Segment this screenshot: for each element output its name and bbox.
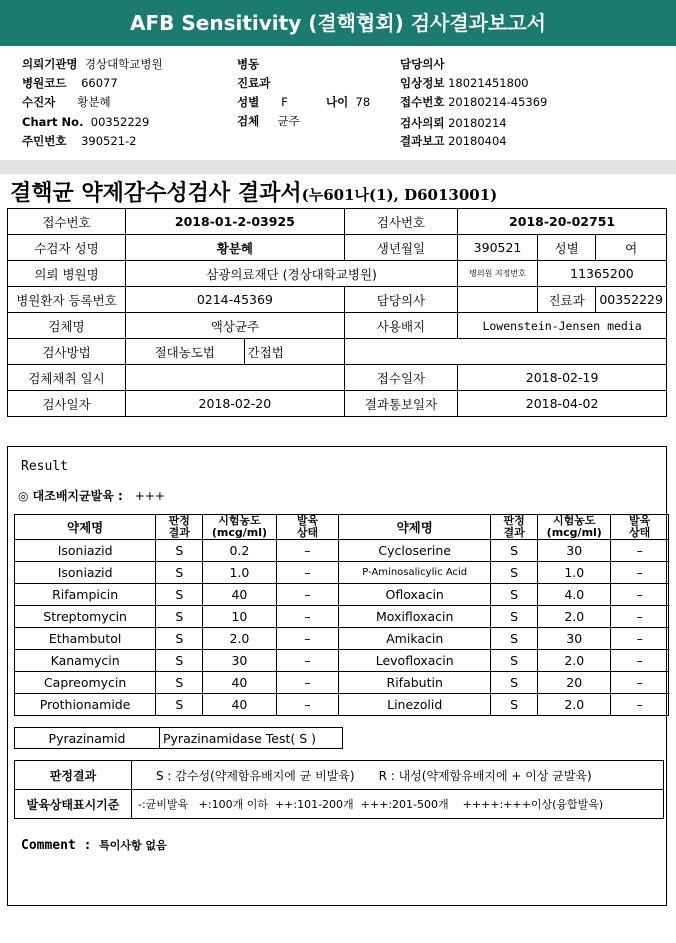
col-drug: 약제명 [339, 515, 491, 540]
col-judge: 판정 결과 [156, 515, 203, 540]
header-field: 결과보고 20180404 [400, 134, 507, 148]
receipt-no: 2018-01-2-03925 [126, 209, 345, 235]
section-divider [0, 160, 676, 174]
method-empty [344, 339, 666, 365]
receive-label: 접수일자 [344, 365, 457, 391]
notify-date: 2018-04-02 [458, 391, 667, 417]
header-field: 주민번호 390521-2 [22, 134, 137, 148]
hospital-id: 11365200 [537, 261, 666, 287]
header-field: 담당의사 [400, 57, 445, 71]
header-field: 의뢰기관명 경상대학교병원 [22, 57, 163, 71]
table-row: Kanamycin S 30 – Levofloxacin S 2.0 – [15, 650, 669, 672]
judge-legend: S : 감수성(약제함유배지에 균 비발육) R : 내성(약제함유배지에 + 이상 균발육) [132, 761, 664, 790]
patient-label: 수검자 성명 [8, 235, 126, 261]
table-row: Rifampicin S 40 – Ofloxacin S 4.0 – [15, 584, 669, 606]
receive-date: 2018-02-19 [458, 365, 667, 391]
specimen-label: 검체명 [8, 313, 126, 339]
result-title: Result [21, 459, 68, 474]
growth-legend-label: 발육상태표시기준 [15, 790, 132, 819]
test-date: 2018-02-20 [126, 391, 345, 417]
pyrazinamide-label: Pyrazinamid [15, 728, 160, 749]
header-field: Chart No. 00352229 [22, 115, 150, 129]
collect-date [126, 365, 345, 391]
notify-label: 결과통보일자 [344, 391, 457, 417]
report-title: 결핵균 약제감수성검사 결과서(누601나(1), D6013001) [10, 180, 498, 206]
header-field: 접수번호 20180214-45369 [400, 95, 548, 109]
table-row: Streptomycin S 10 – Moxifloxacin S 2.0 – [15, 606, 669, 628]
header-field: 성별 F [237, 95, 288, 109]
control-growth: ◎ 대조배지균발육 : +++ [18, 489, 165, 503]
registration-no: 0214-45369 [126, 287, 345, 313]
col-growth: 발육 상태 [276, 515, 339, 540]
report-banner: AFB Sensitivity (결핵협회) 검사결과보고서 [0, 0, 676, 46]
collect-label: 검체채취 일시 [8, 365, 126, 391]
table-row: Isoniazid S 0.2 – Cycloserine S 30 – [15, 540, 669, 562]
test-no-label: 검사번호 [344, 209, 457, 235]
col-conc: 시험농도 (mcg/ml) [538, 515, 611, 540]
header-field: 병동 [237, 57, 260, 71]
department: 00352229 [596, 287, 667, 313]
legend-table [14, 760, 664, 819]
col-growth: 발육 상태 [611, 515, 669, 540]
medium-label: 사용배지 [344, 313, 457, 339]
patient-info-table [7, 208, 667, 417]
method-1: 절대농도법 [126, 339, 245, 365]
method-label: 검사방법 [8, 339, 126, 365]
header-field: 진료과 [237, 76, 271, 90]
birth-label: 생년월일 [344, 235, 457, 261]
hospital-name: 삼광의료재단 (경상대학교병원) [126, 261, 458, 287]
method-2: 간접법 [244, 339, 344, 365]
header-field: 검사의뢰 20180214 [400, 116, 507, 130]
col-drug: 약제명 [15, 515, 156, 540]
growth-legend: -:균비발육 +:100개 이하 ++:101-200개 +++:201-500개 ++++:+++이상(융합발육) [132, 790, 664, 819]
table-row: Prothionamide S 40 – Linezolid S 2.0 – [15, 694, 669, 716]
table-row: Ethambutol S 2.0 – Amikacin S 30 – [15, 628, 669, 650]
test-no: 2018-20-02751 [458, 209, 667, 235]
test-date-label: 검사일자 [8, 391, 126, 417]
col-judge: 판정 결과 [491, 515, 538, 540]
department-label: 진료과 [537, 287, 595, 313]
col-conc: 시험농도 (mcg/ml) [203, 515, 276, 540]
header-field: 수진자 황분혜 [22, 95, 111, 109]
comment: Comment : 특이사항 없음 [21, 838, 167, 853]
hospital-label: 의뢰 병원명 [8, 261, 126, 287]
registration-label: 병원환자 등록번호 [8, 287, 126, 313]
result-section [7, 446, 667, 906]
sex: 여 [596, 235, 667, 261]
header-field: 병원코드 66077 [22, 76, 118, 90]
header-field: 검체 균주 [237, 114, 300, 128]
doctor [458, 287, 538, 313]
medium: Lowenstein-Jensen media [458, 313, 667, 339]
header-field: 임상정보 18021451800 [400, 76, 529, 90]
table-row: Capreomycin S 40 – Rifabutin S 20 – [15, 672, 669, 694]
pyrazinamide-test: Pyrazinamidase Test( S ) [160, 728, 343, 749]
birth-date: 390521 [458, 235, 538, 261]
receipt-no-label: 접수번호 [8, 209, 126, 235]
pyrazinamide-row [14, 727, 343, 749]
sex-label: 성별 [537, 235, 595, 261]
table-row: Isoniazid S 1.0 – P-Aminosalicylic Acid S 1.0 – [15, 562, 669, 584]
specimen: 액상균주 [126, 313, 345, 339]
header-field: 나이 78 [326, 95, 371, 109]
hospital-id-label: 병의원 지정번호 [458, 261, 538, 287]
patient-name: 황분혜 [126, 235, 345, 261]
doctor-label: 담당의사 [344, 287, 457, 313]
drug-result-table [14, 514, 669, 716]
judge-legend-label: 판정결과 [15, 761, 132, 790]
